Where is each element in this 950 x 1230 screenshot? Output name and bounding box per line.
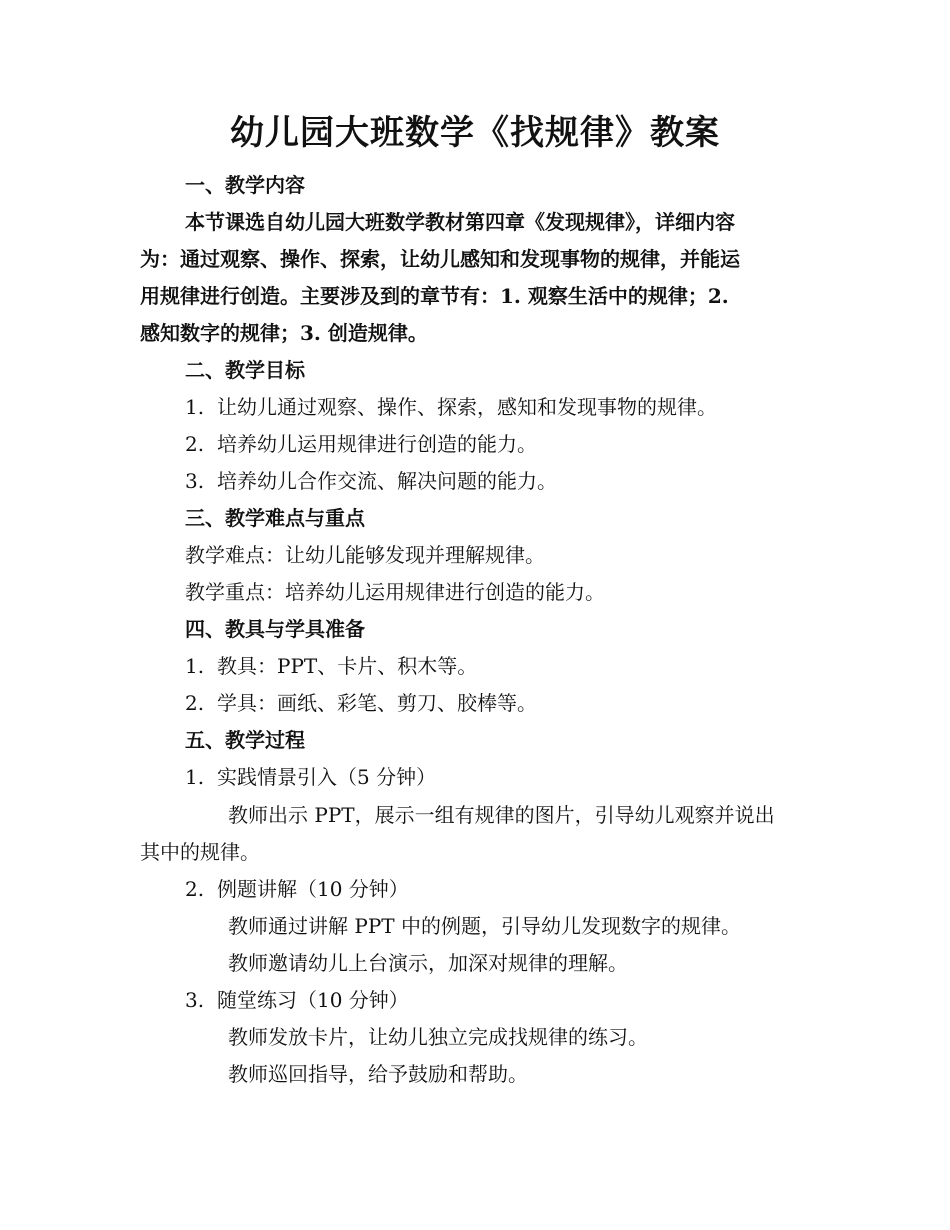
list-item-text: 培养幼儿合作交流、解决问题的能力。 xyxy=(217,469,557,493)
list-item-text: 学具：画纸、彩笔、剪刀、胶棒等。 xyxy=(217,691,537,715)
step-line: 教师出示 PPT，展示一组有规律的图片，引导幼儿观察并说出 xyxy=(228,803,775,827)
paragraph-line: 用规律进行创造。主要涉及到的章节有：1. 观察生活中的规律；2. xyxy=(140,284,729,308)
paragraph-line: 为：通过观察、操作、探索，让幼儿感知和发现事物的规律，并能运 xyxy=(140,247,740,271)
step-number: 1. xyxy=(185,765,205,789)
step-line: 教师邀请幼儿上台演示，加深对规律的理解。 xyxy=(228,951,628,975)
step-number: 3. xyxy=(185,988,205,1012)
paragraph-line: 感知数字的规律；3. 创造规律。 xyxy=(140,321,428,345)
list-item-number: 3. xyxy=(185,469,205,493)
section-heading-teaching-process: 五、教学过程 xyxy=(185,728,305,752)
step-line: 其中的规律。 xyxy=(140,840,260,864)
step-title-text: 例题讲解（10 分钟） xyxy=(217,877,409,901)
list-item xyxy=(185,429,537,459)
step-title xyxy=(185,985,409,1015)
list-item-number: 1. xyxy=(185,654,205,678)
list-item-text: 培养幼儿运用规律进行创造的能力。 xyxy=(217,432,537,456)
focus-line: 教学重点：培养幼儿运用规律进行创造的能力。 xyxy=(185,580,605,604)
step-title-text: 随堂练习（10 分钟） xyxy=(217,988,409,1012)
list-item-text: 让幼儿通过观察、操作、探索，感知和发现事物的规律。 xyxy=(217,395,717,419)
list-item xyxy=(185,688,537,718)
list-item xyxy=(185,651,477,681)
step-line: 教师发放卡片，让幼儿独立完成找规律的练习。 xyxy=(228,1025,648,1049)
list-item-number: 2. xyxy=(185,691,205,715)
section-heading-teaching-content: 一、教学内容 xyxy=(185,173,305,197)
step-title xyxy=(185,762,436,792)
list-item-number: 1. xyxy=(185,395,205,419)
step-number: 2. xyxy=(185,877,205,901)
paragraph-line: 本节课选自幼儿园大班数学教材第四章《发现规律》，详细内容 xyxy=(185,210,735,234)
list-item xyxy=(185,466,557,496)
step-title-text: 实践情景引入（5 分钟） xyxy=(217,765,437,789)
step-line: 教师通过讲解 PPT 中的例题，引导幼儿发现数字的规律。 xyxy=(228,914,741,938)
step-title xyxy=(185,874,409,904)
step-line: 教师巡回指导，给予鼓励和帮助。 xyxy=(228,1062,528,1086)
section-heading-teaching-goals: 二、教学目标 xyxy=(185,358,305,382)
difficulty-line: 教学难点：让幼儿能够发现并理解规律。 xyxy=(185,543,545,567)
list-item-text: 教具：PPT、卡片、积木等。 xyxy=(217,654,478,678)
document-title: 幼儿园大班数学《找规律》教案 xyxy=(230,113,720,153)
list-item-number: 2. xyxy=(185,432,205,456)
list-item xyxy=(185,392,717,422)
section-heading-difficulties: 三、教学难点与重点 xyxy=(185,506,365,530)
section-heading-materials: 四、教具与学具准备 xyxy=(185,617,365,641)
